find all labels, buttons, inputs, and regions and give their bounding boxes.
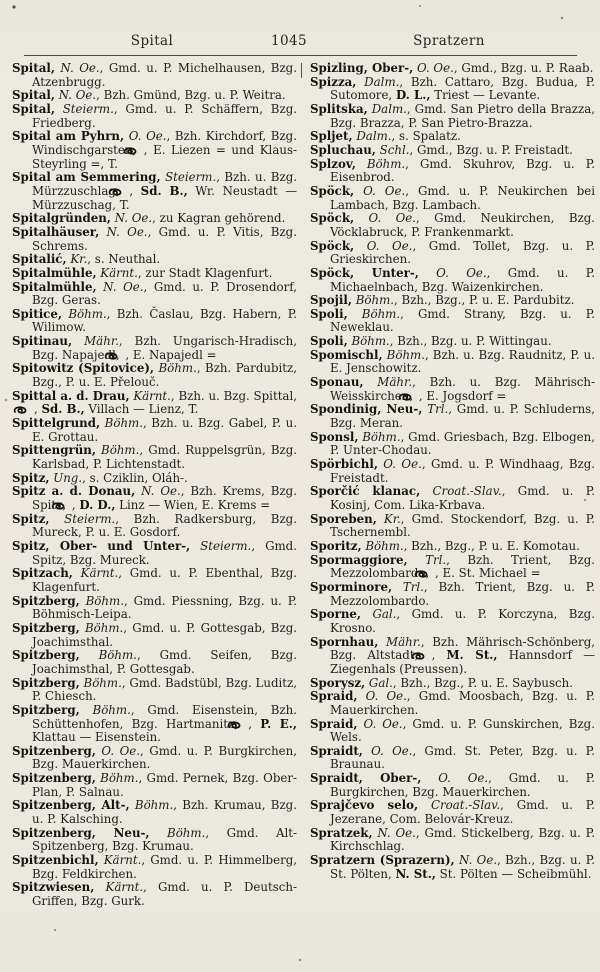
entry-text: , Gmd. u. P. Ebenthal, Bzg. Klagenfurt. [32, 566, 297, 594]
crownland-abbr: Croat.-Slav. [420, 484, 502, 499]
entry-text: Klattau — Eisenstein. [32, 730, 161, 745]
entry-text: , Gmd. Neukirchen, Bzg. Vöcklabruck, P. Frankenmarkt. [330, 211, 595, 239]
gazetteer-entry [310, 403, 595, 430]
crownland-abbr: Kärnt. [98, 853, 142, 868]
crownland-abbr: Dalm. [356, 74, 400, 89]
gazetteer-entry [12, 253, 297, 267]
gazetteer-entry [310, 212, 595, 239]
gazetteer-entry [12, 444, 297, 471]
entry-headword: Spoli, [310, 306, 348, 321]
entry-headword: Spöck, Unter-, [310, 265, 419, 280]
entry-text: , Gmd. Ruppelsgrün, Bzg. Karlsbad, P. Lichtenstadt. [32, 443, 297, 472]
entry-text: , Gmd. u. P. Deutsch-Griffen, Bzg. Gurk. [32, 880, 297, 909]
crownland-abbr: Steierm. [54, 101, 114, 116]
entry-headword: Spraid, [310, 689, 358, 704]
gazetteer-entry [12, 567, 297, 594]
entry-text: , Bzh. Pardubitz, Bzg., P. u. E. Přelouč. [32, 361, 297, 390]
entry-headword: Sporysz, [310, 675, 366, 690]
entry-headword: Sporne, [310, 607, 362, 622]
gazetteer-entry [310, 540, 595, 554]
entry-text: , [34, 402, 42, 417]
crownland-abbr: Kärnt. [96, 265, 138, 280]
entry-text: , s. Cziklin, Oláh-. [82, 470, 188, 485]
gazetteer-entry [12, 881, 297, 908]
entry-headword: Spitzenberg, Neu-, [12, 825, 150, 840]
entry-headword: Spraidt, [310, 743, 363, 758]
gazetteer-entry [12, 854, 297, 881]
gazetteer-entry [310, 431, 595, 458]
entry-headword: Spitzberg, [12, 620, 80, 635]
gazetteer-entry [310, 513, 595, 540]
crownland-abbr: Kr. [376, 511, 401, 526]
entry-headword: Spitz, [12, 511, 50, 526]
gazetteer-entry [12, 827, 297, 854]
line-abbr: D. L., [395, 88, 431, 103]
crownland-abbr: Böhm. [79, 648, 137, 663]
entry-headword: Spitowitz (Spitovice), [12, 361, 155, 376]
entry-text: , E. Jogsdorf = [418, 388, 507, 403]
entry-text: , Bzh. Radkersburg, Bzg. Mureck, P. u. E. Gosdorf. [32, 511, 297, 540]
entry-text: , Gmd. u. P. Gunskirchen, Bzg. Wels. [330, 716, 595, 745]
entry-headword: Spöck, [310, 238, 355, 253]
entry-headword: Sprajčevo selo, [310, 798, 419, 813]
crownland-abbr: Böhm. [347, 306, 401, 321]
crownland-abbr: Böhm. [95, 443, 140, 458]
crownland-abbr: O. Oe. [95, 743, 141, 758]
entry-text: , Gmd. Eisenstein, Bzh. Schüttenhofen, Bzg. Hartmanitz, [32, 702, 297, 731]
crownland-abbr: N. Oe. [54, 62, 100, 75]
gazetteer-entry [310, 581, 595, 608]
gazetteer-entry [12, 772, 297, 799]
gazetteer-entry [12, 130, 297, 171]
entry-text: , Gmd. u. P. Windhaag, Bzg. Freistadt. [330, 457, 595, 485]
entry-headword: Spljet, [310, 129, 353, 144]
entry-headword: Spormaggiore, [310, 552, 408, 567]
crownland-abbr: Dalm. [352, 129, 392, 144]
crownland-abbr: O. Oe. [413, 62, 454, 75]
entry-headword: Spraidt, Ober-, [310, 771, 422, 786]
entry-text: , Gmd. u. P. Drosendorf, Bzg. Geras. [32, 279, 297, 308]
line-abbr: Sd. B., [140, 183, 188, 198]
entry-text: , Bzh. u. Bzg. Spittal, [170, 388, 297, 403]
entry-text: St. Pölten — Scheibmühl. [435, 866, 592, 881]
entry-headword: Spitzach, [12, 566, 73, 581]
crownland-abbr: Böhm. [79, 675, 122, 690]
gazetteer-entry [310, 608, 595, 635]
entry-text: , Bzh. Krems, Bzg. Spitz, [32, 484, 297, 512]
gazetteer-entry [310, 103, 595, 130]
entry-headword: Spitzwiesen, [12, 880, 95, 895]
entry-text: , Gmd. u. P. Vitis, Bzg. Schrems. [32, 224, 297, 253]
entry-text: , Bzh. u. Bzg. Mährisch-Weisskirchen, [330, 375, 595, 403]
entry-headword: Spitzenbichl, [12, 853, 99, 868]
entry-text: , [129, 183, 141, 198]
crownland-abbr: O. Oe. [124, 129, 167, 144]
gazetteer-entry [12, 212, 297, 226]
gazetteer-entry [12, 677, 297, 704]
entry-text: , Bzh. Mährisch-Schönberg, Bzg. Altstadt, [330, 634, 595, 663]
crownland-abbr: Böhm. [347, 334, 390, 349]
entry-text: , Gmd. u. P. Michelhausen, Bzg. Atzenbrugg. [32, 62, 297, 89]
entry-text: , Gmd. u. P. Korczyna, Bzg. Krosno. [330, 607, 595, 635]
crownland-abbr: Trl. [407, 552, 447, 567]
entry-headword: Spizza, [310, 74, 357, 89]
crownland-abbr: Böhm. [95, 771, 139, 786]
crownland-abbr: Böhm. [355, 156, 406, 171]
crownland-abbr: N. Oe. [372, 825, 416, 840]
crownland-abbr: Mähr. [378, 634, 421, 649]
gazetteer-entry [12, 745, 297, 772]
entry-headword: Spital, [12, 88, 55, 103]
entry-headword: Spojil, [310, 293, 352, 308]
entry-text: , s. Spalatz. [391, 129, 461, 144]
entry-headword: Spitalgründen, [12, 211, 111, 226]
entry-headword: Spittengrün, [12, 443, 96, 458]
gazetteer-entry [12, 799, 297, 826]
entry-headword: Spittelgrund, [12, 416, 101, 431]
gazetteer-entry [310, 335, 595, 349]
entry-headword: Spornhau, [310, 634, 379, 649]
gazetteer-entry [310, 240, 595, 267]
gazetteer-entry [310, 458, 595, 485]
crownland-abbr: O. Oe. [354, 183, 406, 198]
gazetteer-entry [12, 89, 297, 103]
entry-text: , Gmd., Bzg. u. P. Freistadt. [409, 142, 573, 157]
gazetteer-entry [12, 171, 297, 212]
gazetteer-entry [310, 690, 595, 717]
gazetteer-entry [12, 62, 297, 89]
crownland-abbr: O. Oe. [357, 716, 403, 731]
entry-headword: Spratzek, [310, 825, 373, 840]
crownland-abbr: Böhm. [149, 825, 206, 840]
entry-text: , [71, 498, 80, 512]
entry-headword: Splzov, [310, 156, 356, 171]
entry-text: , Bzh. Gmünd, Bzg. u. P. Weitra. [96, 88, 286, 103]
entry-headword: Spitzberg, [12, 648, 80, 663]
entry-text: , Gmd. u. P. Jezerane, Com. Belovár-Kreuz. [330, 798, 595, 827]
crownland-abbr: N. Oe. [135, 484, 181, 499]
entry-text: , Gmd. Tollet, Bzg. u. P. Grieskirchen. [330, 238, 595, 267]
crownland-abbr: Böhm. [79, 593, 124, 608]
crownland-abbr: Trl. [392, 579, 424, 594]
entry-text: , E. Liezen = und Klaus-Steyrling =, T. [32, 142, 297, 171]
gazetteer-entry [310, 636, 595, 677]
entry-headword: Spörbichl, [310, 457, 378, 472]
entry-text: , Gmd. u. P. Neukirchen bei Lambach, Bzg. Lambach. [330, 183, 595, 212]
gazetteer-entry [310, 130, 595, 144]
entry-text: , Bzh. u. Bzg. Gabel, P. u. E. Grottau. [32, 416, 297, 444]
gazetteer-entry [310, 185, 595, 212]
crownland-abbr: Trl. [422, 402, 449, 417]
entry-text: , Bzh. u. Bzg. Mürzzuschlag, [32, 170, 297, 198]
entry-headword: Spitzenberg, [12, 771, 96, 786]
entry-headword: Spoli, [310, 334, 348, 349]
entry-text: , Bzh., Bzg., P. u. E. Saybusch. [392, 675, 573, 690]
crownland-abbr: Steierm. [49, 511, 116, 526]
gazetteer-entry [310, 76, 595, 103]
entry-headword: Sporminore, [310, 579, 393, 594]
crownland-abbr: O. Oe. [362, 743, 413, 758]
gazetteer-entry [310, 294, 595, 308]
right-column [310, 62, 595, 964]
header-rule [24, 55, 577, 56]
entry-text: , Bzh., Bzg., P. u. E. Pardubitz. [394, 293, 575, 308]
gazetteer-entry [12, 513, 297, 540]
entry-text: , Bzh., Bzg. u. P. Wittingau. [389, 334, 552, 349]
crownland-abbr: Mähr. [72, 334, 119, 349]
entry-text: , Gmd. Alt-Spitzenberg, Bzg. Krumau. [32, 825, 297, 854]
entry-text: , Bzh., Bzg., P. u. E. Komotau. [403, 538, 580, 553]
gazetteer-entry [12, 308, 297, 335]
entry-headword: Spitz, Ober- und Unter-, [12, 538, 191, 553]
gazetteer-entry [12, 267, 297, 281]
gazetteer-entry [12, 417, 297, 444]
gazetteer-entry [12, 362, 297, 389]
line-abbr: D. D., [79, 498, 116, 512]
crownland-abbr: O. Oe. [354, 211, 417, 226]
entry-headword: Spital am Semmering, [12, 170, 161, 185]
gazetteer-entry [310, 677, 595, 691]
entry-text: , Gmd. u. P. Schäffern, Bzg. Friedberg. [32, 101, 297, 130]
entry-headword: Spitice, [12, 306, 62, 321]
entry-text: , Gmd. Pernek, Bzg. Ober-Plan, P. Salnau. [32, 771, 297, 799]
crownland-abbr: Kr. [66, 252, 88, 267]
gazetteer-entry [12, 595, 297, 622]
entry-headword: Spitalmühle, [12, 265, 97, 280]
entry-headword: Spitz a. d. Donau, [12, 484, 136, 499]
entry-text: , [248, 716, 261, 731]
entry-text: , zur Stadt Klagenfurt. [137, 265, 273, 280]
crownland-abbr: N. Oe. [96, 279, 144, 294]
page-number: 1045 [271, 33, 307, 49]
entry-text: , Gmd. Seifen, Bzg. Joachimsthal, P. Gottesgab. [32, 648, 297, 676]
crownland-abbr: Kärnt. [129, 388, 171, 403]
text-columns [12, 62, 596, 964]
crownland-abbr: Ung. [49, 470, 83, 485]
gazetteer-entry [310, 485, 595, 512]
entry-text: , Gmd. u. P. Michaelnbach, Bzg. Waizenkirchen. [330, 265, 595, 294]
gazetteer-entry [310, 827, 595, 854]
gazetteer-entry [12, 540, 297, 567]
crownland-abbr: O. Oe. [354, 238, 413, 253]
entry-headword: Spöck, [310, 183, 355, 198]
crownland-abbr: Kärnt. [72, 566, 119, 581]
entry-headword: Spital, [12, 62, 55, 75]
crownland-abbr: N. Oe. [54, 88, 97, 103]
entry-headword: Spondinig, Neu-, [310, 402, 423, 417]
entry-text: , E. Napajedl = [125, 347, 217, 362]
entry-headword: Spitzenberg, Alt-, [12, 798, 130, 813]
gazetteer-entry [310, 308, 595, 335]
gazetteer-entry [310, 267, 595, 294]
entry-text: , Gmd., Bzg. u. P. Raab. [453, 62, 594, 75]
entry-headword: Sponau, [310, 375, 364, 390]
entry-text: , Gmd. Badstübl, Bzg. Luditz, P. Chiesch. [32, 675, 297, 704]
entry-text: , zu Kagran gehörend. [152, 211, 286, 226]
entry-text: , Gmd. u. P. Schluderns, Bzg. Meran. [330, 402, 595, 431]
crownland-abbr: Böhm. [100, 416, 143, 431]
crownland-abbr: Croat.-Slav. [418, 798, 501, 813]
left-column [12, 62, 297, 964]
gazetteer-entry [12, 622, 297, 649]
entry-text: , Gmd. Spitz, Bzg. Mureck. [32, 538, 297, 567]
gazetteer-entry [12, 649, 297, 676]
gazetteer-entry [310, 349, 595, 376]
entry-text: , Bzh. Cattaro, Bzg. Budua, P. Sutomore, [330, 74, 595, 103]
gazetteer-entry [310, 376, 595, 403]
entry-text: , Bzh. Krumau, Bzg. u. P. Kalsching. [32, 798, 297, 827]
crownland-abbr: Steierm. [190, 538, 252, 553]
crownland-abbr: O. Oe. [418, 265, 487, 280]
entry-headword: Spöck, [310, 211, 355, 226]
crownland-abbr: Böhm. [154, 361, 197, 376]
entry-headword: Splitska, [310, 101, 368, 116]
crownland-abbr: Böhm. [129, 798, 174, 813]
gazetteer-entry [12, 281, 297, 308]
entry-text: , Bzh. Ungarisch-Hradisch, Bzg. Napajedl, [32, 334, 297, 362]
crownland-abbr: Schl. [375, 142, 410, 157]
entry-text: , Gmd. Griesbach, Bzg. Elbogen, P. Unter-Chodau. [330, 429, 595, 458]
entry-headword: Spittal a. d. Drau, [12, 388, 130, 403]
entry-headword: Spitinau, [12, 334, 73, 349]
crownland-abbr: Böhm. [61, 306, 107, 321]
entry-text: Villach — Lienz, T. [84, 402, 199, 417]
entry-text: , Gmd. u. P. Kosinj, Com. Lika-Krbava. [330, 484, 595, 512]
entry-text: , Gmd. u. P. Burgkirchen, Bzg. Mauerkirchen. [330, 771, 595, 799]
entry-headword: Spitzenberg, [12, 743, 96, 758]
entry-headword: Spitzberg, [12, 675, 80, 690]
line-abbr: N. St., [395, 866, 436, 881]
entry-text: , Bzh. Kirchdorf, Bzg. Windischgarsten, [32, 129, 297, 157]
entry-text: , Gmd. Stickelberg, Bzg. u. P. Kirchschlag. [330, 825, 595, 854]
crownland-abbr: Böhm. [382, 347, 425, 362]
crownland-abbr: Böhm. [351, 293, 395, 308]
crownland-abbr: Gal. [365, 675, 393, 690]
gazetteer-entry [12, 390, 297, 417]
entry-headword: Spitalić, [12, 252, 67, 267]
entry-headword: Sporitz, [310, 538, 362, 553]
gazetteer-entry [310, 554, 595, 581]
gazetteer-entry [12, 335, 297, 362]
line-abbr: Sd. B., [41, 402, 85, 417]
entry-text: , E. St. Michael = [435, 566, 541, 581]
entry-text: , Gmd. u. P. Burgkirchen, Bzg. Mauerkirchen. [32, 743, 297, 772]
gazetteer-entry [310, 62, 595, 76]
entry-text: , Gmd. San Pietro della Brazza, Bzg. Brazza, P. San Pietro-Brazza. [330, 101, 595, 130]
entry-text: , Gmd. St. Peter, Bzg. u. P. Braunau. [330, 743, 595, 772]
entry-headword: Sponsl, [310, 429, 359, 444]
entry-headword: Sporeben, [310, 511, 377, 526]
crownland-abbr: Gal. [361, 607, 397, 622]
crownland-abbr: N. Oe. [99, 224, 148, 239]
entry-headword: Spomischl, [310, 347, 383, 362]
entry-text: , [431, 648, 447, 663]
entry-text: , Gmd. Moosbach, Bzg. u. P. Mauerkirchen. [330, 689, 595, 717]
entry-headword: Spitz, [12, 470, 50, 485]
entry-headword: Spitalmühle, [12, 279, 97, 294]
entry-headword: Spluchau, [310, 142, 376, 157]
entry-headword: Spizling, Ober-, [310, 62, 414, 75]
entry-headword: Sporčić klanac, [310, 484, 421, 499]
entry-text: , Bzh. Trient, Bzg. Mezzolombardo, [330, 552, 595, 581]
gazetteer-entry [310, 799, 595, 826]
entry-text: Hannsdorf — Ziegenhals (Preussen). [330, 648, 595, 676]
gazetteer-entry [310, 718, 595, 745]
line-abbr: P. E., [260, 716, 297, 731]
crownland-abbr: Böhm. [79, 620, 124, 635]
gazetteer-entry [310, 745, 595, 772]
entry-text: , Gmd. Strany, Bzg. u. P. Neweklau. [330, 306, 595, 335]
crownland-abbr: N. Oe. [454, 853, 498, 868]
entry-text: , Bzh. Trient, Bzg. u. P. Mezzolombardo. [330, 579, 595, 608]
gazetteer-entry [12, 103, 297, 130]
gazetteer-entry [12, 704, 297, 745]
entry-text: Triest — Levante. [430, 88, 541, 103]
running-head-left: Spital [130, 33, 174, 49]
entry-headword: Spital am Pyhrn, [12, 129, 125, 144]
gazetteer-entry [310, 158, 595, 185]
entry-headword: Spitzberg, [12, 593, 80, 608]
crownland-abbr: Dalm. [367, 101, 407, 116]
entry-text: , Bzh. u. Bzg. Raudnitz, P. u. E. Jenschowitz. [330, 347, 595, 376]
entry-text: , Gmd. u. P. Himmelberg, Bzg. Feldkirchen. [32, 853, 297, 881]
crownland-abbr: N. Oe. [110, 211, 153, 226]
entry-headword: Spraid, [310, 716, 358, 731]
crownland-abbr: Kärnt. [94, 880, 144, 895]
entry-text: , Bzh., Bzg. u. P. St. Pölten, [330, 853, 595, 881]
entry-text: Wr. Neustadt — Mürzzuschag, T. [32, 183, 297, 212]
gazetteer-entry [310, 772, 595, 799]
entry-text: , s. Neuthal. [87, 252, 161, 267]
crownland-abbr: O. Oe. [421, 771, 489, 786]
line-abbr: M. St., [446, 648, 498, 663]
entry-text: , Gmd. Piessning, Bzg. u. P. Böhmisch-Leipa. [32, 593, 297, 622]
gazetteer-entry [12, 226, 297, 253]
entry-text: , Gmd. Stockendorf, Bzg. u. P. Tschernembl. [330, 511, 595, 540]
entry-text: Linz — Wien, E. Krems = [115, 498, 271, 512]
entry-headword: Spitalhäuser, [12, 224, 100, 239]
crownland-abbr: Steierm. [160, 170, 217, 185]
crownland-abbr: Böhm. [79, 702, 131, 717]
gazetteer-entry [310, 854, 595, 881]
entry-headword: Spitzberg, [12, 702, 80, 717]
running-head-right: Spratzern [413, 33, 485, 49]
gazetteer-entry [12, 485, 297, 512]
entry-text: , Gmd. u. P. Gottesgab, Bzg. Joachimsthal. [32, 620, 297, 649]
crownland-abbr: O. Oe. [357, 689, 407, 704]
gazetteer-entry [12, 472, 297, 486]
entry-headword: Spital, [12, 101, 55, 116]
crownland-abbr: Böhm. [361, 538, 404, 553]
entry-headword: Spratzern (Sprazern), [310, 853, 455, 868]
crownland-abbr: Böhm. [358, 429, 401, 444]
gazetteer-entry [310, 144, 595, 158]
crownland-abbr: Mähr. [363, 375, 413, 390]
crownland-abbr: O. Oe. [377, 457, 422, 472]
entry-text: , Bzh. Časlau, Bzg. Habern, P. Wilimow. [32, 306, 297, 335]
entry-text: , Gmd. Skuhrov, Bzg. u. P. Eisenbrod. [330, 156, 595, 185]
